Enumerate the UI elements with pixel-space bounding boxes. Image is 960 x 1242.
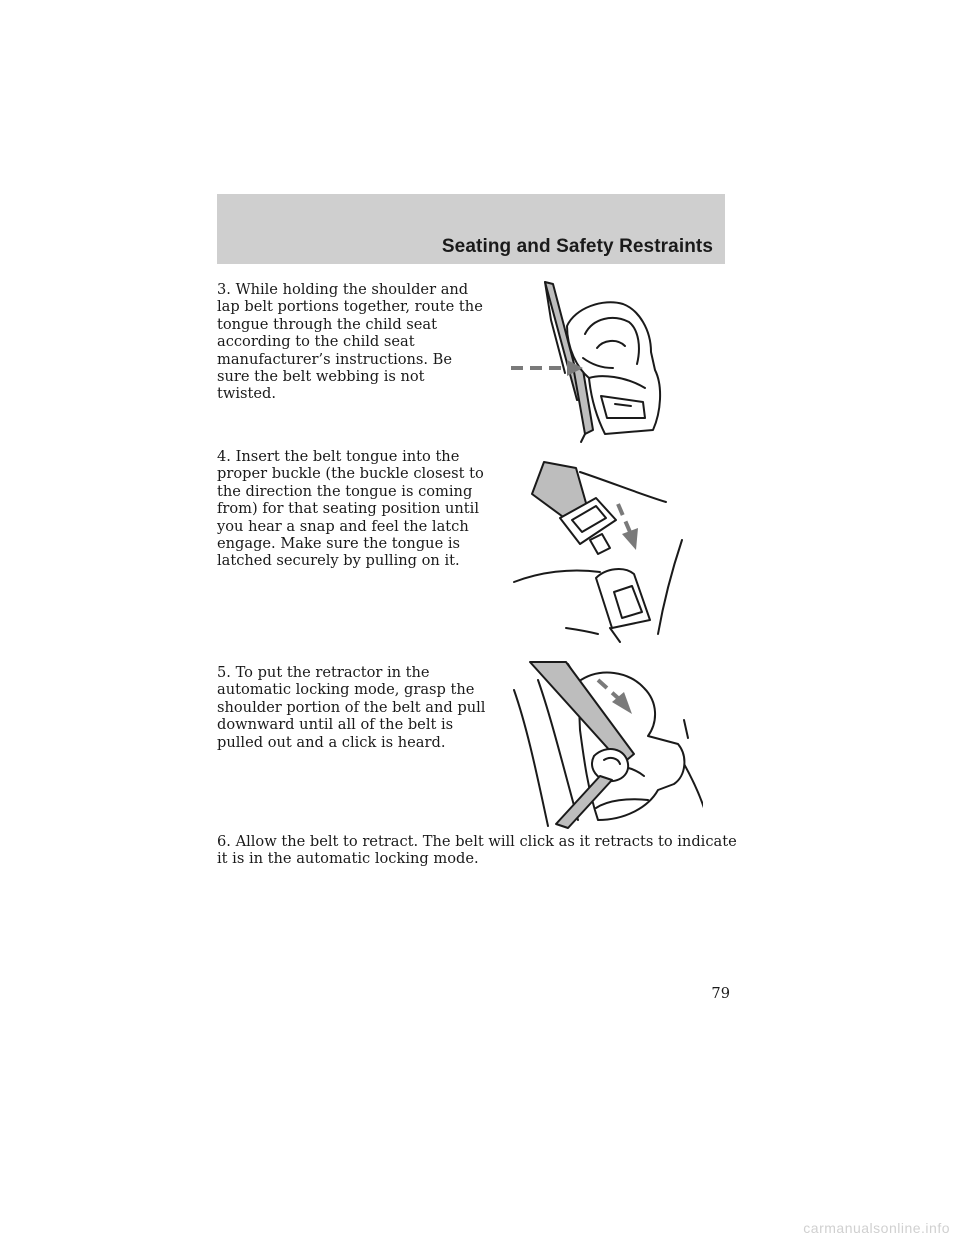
watermark: carmanualsonline.info	[803, 1220, 950, 1236]
step-5-text: 5. To put the retractor in the automatic locking mode, grasp the shoulder portion of the belt and pull downward until all of the belt is pulled out and a click is heard.	[217, 664, 486, 751]
step-4-text: 4. Insert the belt tongue into the proper buckle (the buckle closest to the direction the tongue is coming from) for that seating position until you hear a snap and feel the latch engage. Make sure the tongue is latched securely by pulling on it.	[217, 448, 484, 570]
child-seat-belt-routing-illustration	[505, 278, 680, 448]
page-number: 79	[711, 985, 730, 1002]
shoulder-belt-pull-illustration	[508, 660, 703, 830]
section-title: Seating and Safety Restraints	[441, 236, 713, 257]
section-header-band	[217, 194, 725, 264]
belt-tongue-buckle-illustration	[510, 460, 690, 645]
step-6-text: 6. Allow the belt to retract. The belt will click as it retracts to indicate it is in the automatic locking mode.	[217, 833, 737, 868]
step-3-text: 3. While holding the shoulder and lap belt portions together, route the tongue through the child seat according to the child seat manufacturer’s instructions. Be sure the belt webbing is not twisted.	[217, 281, 483, 403]
